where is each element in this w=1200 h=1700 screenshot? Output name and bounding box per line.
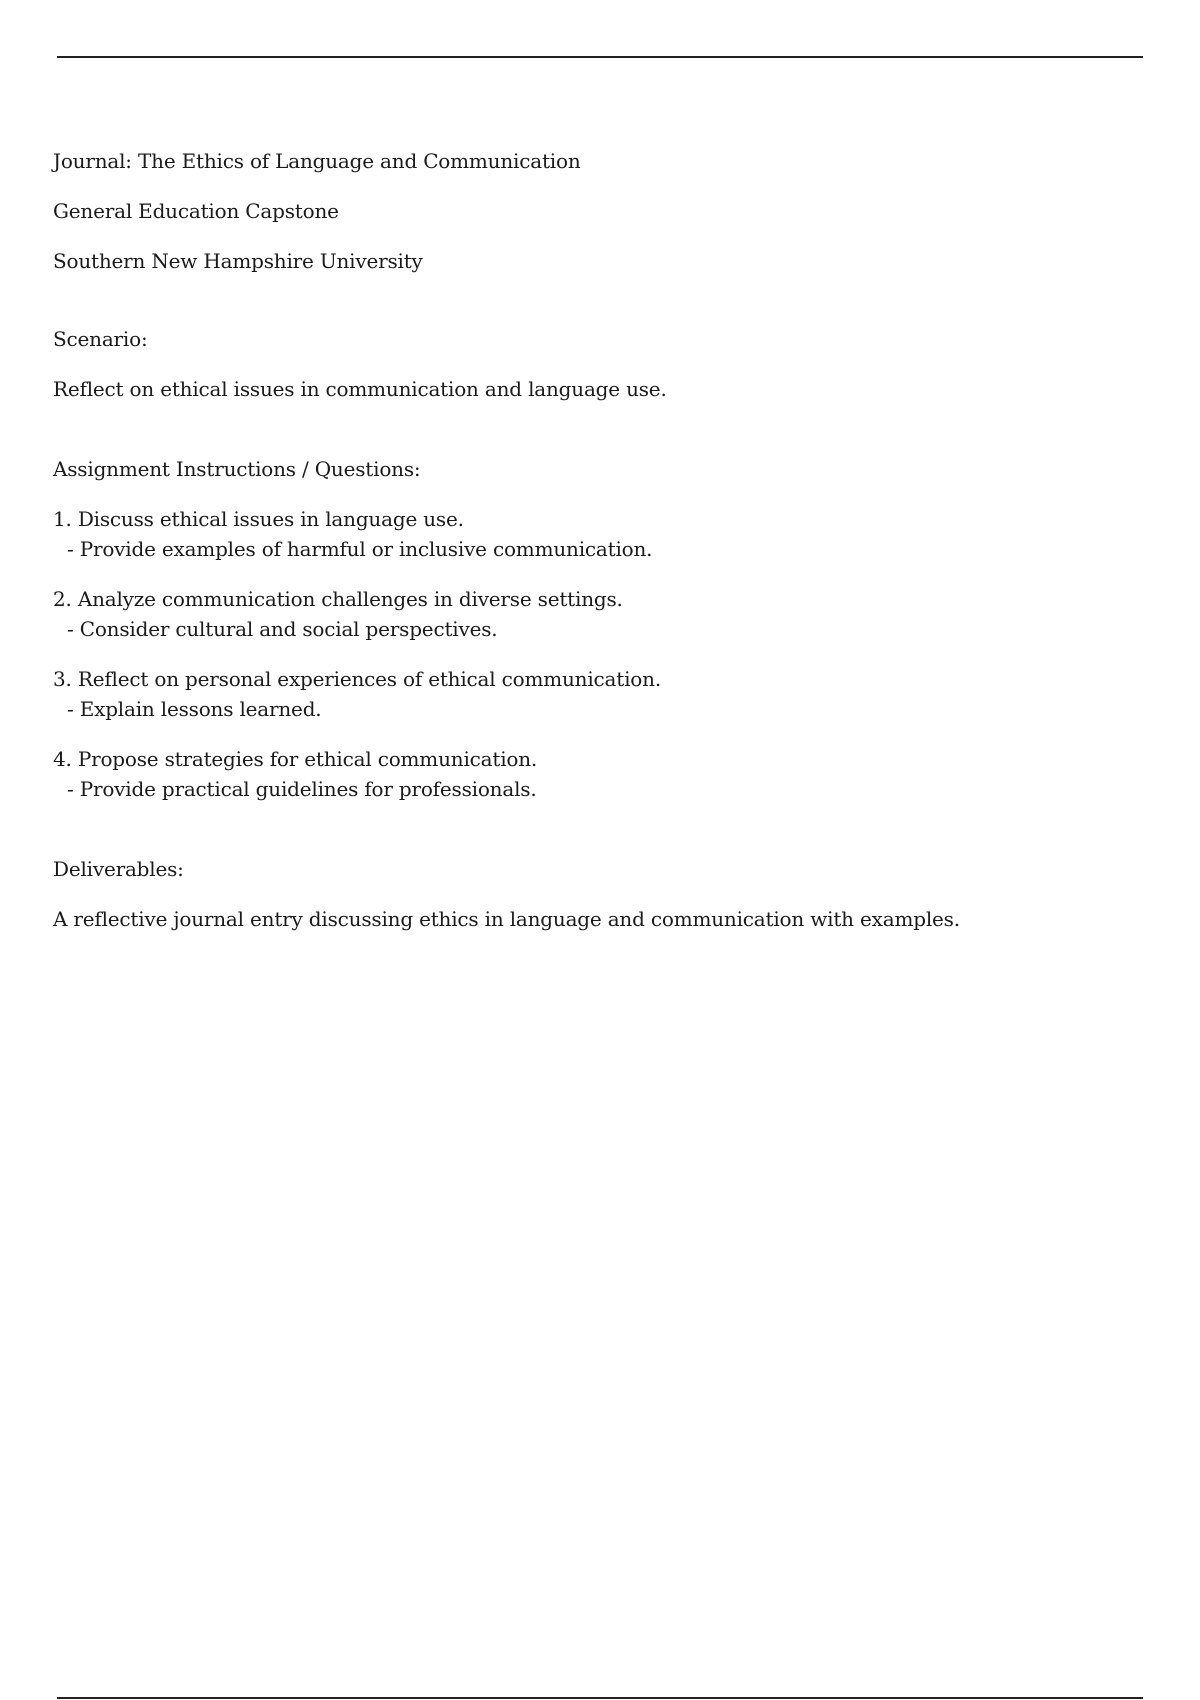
course-name: General Education Capstone: [53, 199, 339, 223]
bottom-rule: [57, 1697, 1143, 1699]
question-main: 3. Reflect on personal experiences of ethical communication.: [53, 667, 661, 691]
question-sub: - Explain lessons learned.: [67, 697, 322, 721]
question-item: [53, 664, 1143, 724]
question-sub: - Provide examples of harmful or inclusive communication.: [67, 537, 653, 561]
question-main: 4. Propose strategies for ethical communication.: [53, 747, 538, 771]
question-main: 2. Analyze communication challenges in diverse settings.: [53, 587, 623, 611]
top-rule: [57, 56, 1143, 58]
deliverables-heading: Deliverables:: [53, 857, 184, 881]
deliverables-text: A reflective journal entry discussing ethics in language and communication with examples.: [53, 907, 960, 931]
document-body: [53, 146, 1143, 934]
question-item: [53, 744, 1143, 804]
scenario-text: Reflect on ethical issues in communication and language use.: [53, 377, 667, 401]
question-item: [53, 504, 1143, 564]
question-main: 1. Discuss ethical issues in language use.: [53, 507, 464, 531]
institution-name: Southern New Hampshire University: [53, 249, 423, 273]
scenario-heading: Scenario:: [53, 327, 148, 351]
question-sub: - Consider cultural and social perspectives.: [67, 617, 498, 641]
question-item: [53, 584, 1143, 644]
instructions-heading: Assignment Instructions / Questions:: [53, 457, 421, 481]
journal-title: Journal: The Ethics of Language and Communication: [53, 149, 581, 173]
question-sub: - Provide practical guidelines for professionals.: [67, 777, 537, 801]
